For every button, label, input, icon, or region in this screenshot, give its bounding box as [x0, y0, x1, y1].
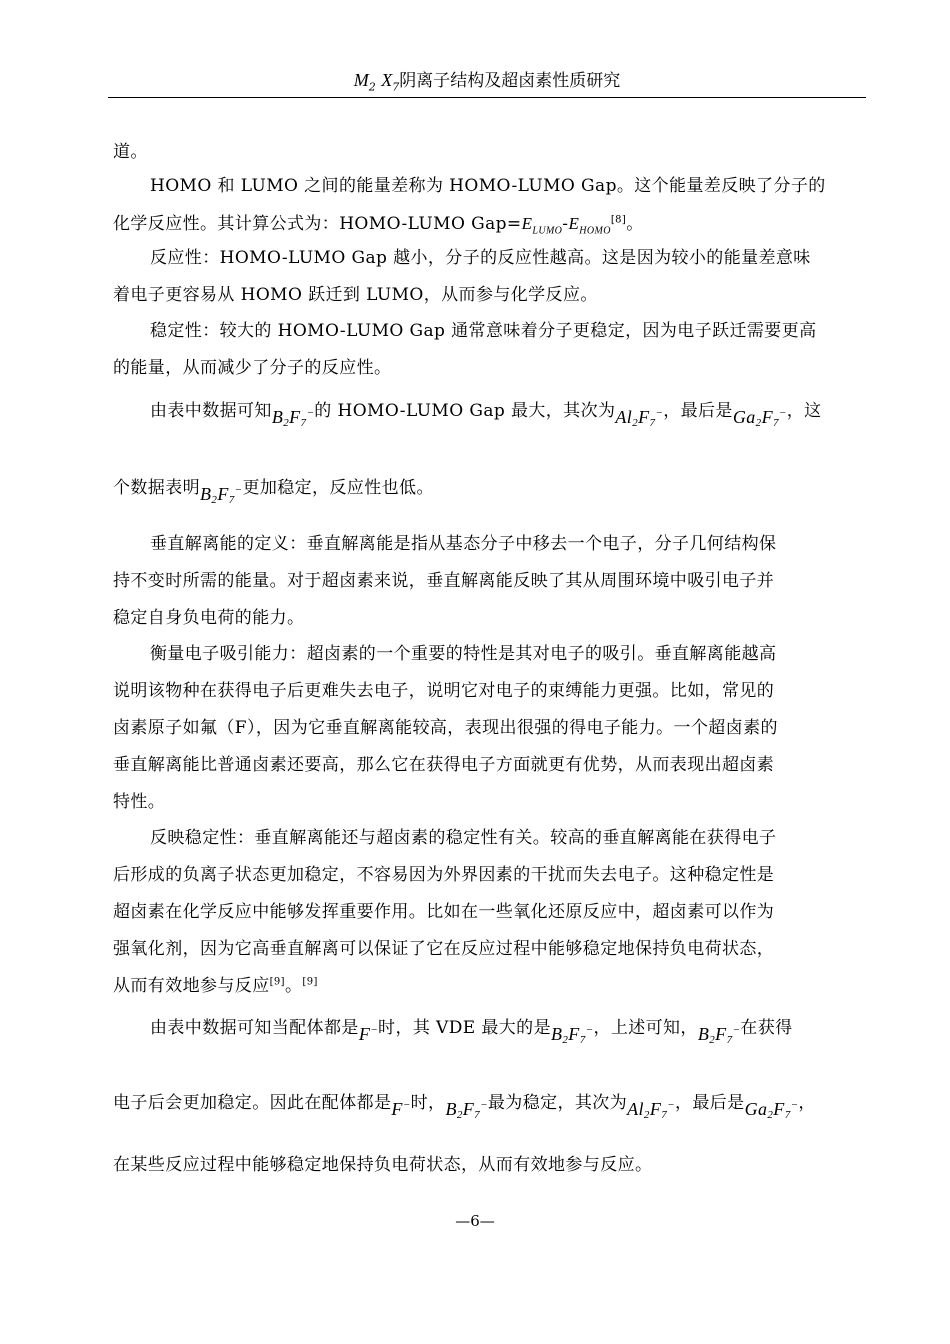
citation-9: [9] — [269, 976, 285, 988]
paragraph-stability: 稳定性：较大的 HOMO-LUMO Gap 通常意味着分子更稳定，因为电子跃迁需要更高 的能量，从而减少了分子的反应性。 — [113, 321, 817, 378]
formula-f-ion: F− — [391, 1099, 411, 1119]
energy-lumo: $E_{LUMO}$ — [521, 214, 563, 237]
header-rule — [108, 97, 866, 98]
paragraph-vde-table-line1: 由表中数据可知当配体都是F−时，其 VDE 最大的是$B_2F_7^-$，上述可知，$B_2F_7^-$在获得 — [150, 1018, 793, 1046]
paragraph-reflect-stability: 反映稳定性：垂直解离能还与超卤素的稳定性有关。较高的垂直解离能在获得电子 后形成的负离子状态更加稳定，不容易因为外界因素的干扰而失去电子。这种稳定性是 超卤素在化学反应中能够发挥重要作用。比如在一些氧化还原反应中，超卤素可以作为 强氧化剂，因为它高垂直解离可以保证了它在反应过程中能够稳定地保持负电荷状态， 从而有效地参与反应[9]。[9] — [113, 828, 777, 996]
formula-b2f7: $B_2F_7^-$ — [445, 1099, 488, 1121]
running-header — [108, 68, 866, 94]
page-number: —6— — [455, 1212, 495, 1230]
header-title: 阴离子结构及超卤素性质研究 — [399, 71, 621, 91]
header-formula-x: X — [381, 70, 393, 90]
formula-b2f7: $B_2F_7^-$ — [271, 407, 315, 429]
formula-al2f7: $Al_2F_7^-$ — [627, 1099, 675, 1121]
formula-f-ion: F− — [358, 1024, 379, 1044]
paragraph-reactivity: 反应性：HOMO-LUMO Gap 越小，分子的反应性越高。这是因为较小的能量差意味 着电子更容易从 HOMO 跃迁到 LUMO，从而参与化学反应。 — [113, 248, 811, 305]
paragraph-table-gap-line2: 个数据表明$B_2F_7^-$更加稳定，反应性也低。 — [113, 478, 434, 506]
formula-b2f7: $B_2F_7^-$ — [697, 1024, 741, 1046]
formula-ga2f7: $Ga_2F_7^-$ — [732, 407, 787, 429]
citation-8: [8] — [610, 214, 627, 226]
paragraph-homo-lumo-gap: HOMO 和 LUMO 之间的能量差称为 HOMO-LUMO Gap。这个能量差反映了分子的 化学反应性。其计算公式为：HOMO-LUMO $Gap=E_{LUMO}-E_{HOMO}[8]$。 — [113, 176, 826, 237]
citation-9: [9] — [302, 976, 318, 988]
paragraph-vde-table-line2: 电子后会更加稳定。因此在配体都是F−时，$B_2F_7^-$最为稳定，其次为$Al_2F_7^-$，最后是$Ga_2F_7^-$， — [113, 1093, 816, 1121]
formula-b2f7: $B_2F_7^-$ — [550, 1024, 594, 1046]
paragraph-vde-table-line3: 在某些反应过程中能够稳定地保持负电荷状态，从而有效地参与反应。 — [113, 1155, 653, 1175]
paragraph-table-gap-line1: 由表中数据可知$B_2F_7^-$的 HOMO-LUMO Gap 最大，其次为$Al_2F_7^-$，最后是$Ga_2F_7^-$，这 — [150, 401, 822, 429]
paragraph-vde-definition: 垂直解离能的定义：垂直解离能是指从基态分子中移去一个电子，分子几何结构保 持不变时所需的能量。对于超卤素来说，垂直解离能反映了其从周围环境中吸引电子并 稳定自身负电荷的能力。 — [113, 534, 777, 628]
energy-homo: $E_{HOMO}$ — [568, 214, 611, 237]
formula-b2f7: $B_2F_7^-$ — [200, 484, 243, 506]
formula-ga2f7: $Ga_2F_7^-$ — [744, 1099, 799, 1121]
header-formula-m-sub: 2 — [368, 80, 376, 94]
formula-al2f7: $Al_2F_7^-$ — [615, 407, 664, 429]
paragraph-continuation: 道。 — [113, 142, 148, 162]
header-formula-m: M — [353, 70, 369, 90]
header-formula-x-sub: 7 — [392, 80, 400, 94]
paragraph-electron-attraction: 衡量电子吸引能力：超卤素的一个重要的特性是其对电子的吸引。垂直解离能越高 说明该物种在获得电子后更难失去电子，说明它对电子的束缚能力更强。比如，常见的 卤素原子如氟（F），因为它垂直解离能较高，表现出很强的得电子能力。一个超卤素的 垂直解离能比普通卤素还要高，那么它在获得电子方面就更有优势，从而表现出超卤素 特性。 — [113, 644, 778, 812]
